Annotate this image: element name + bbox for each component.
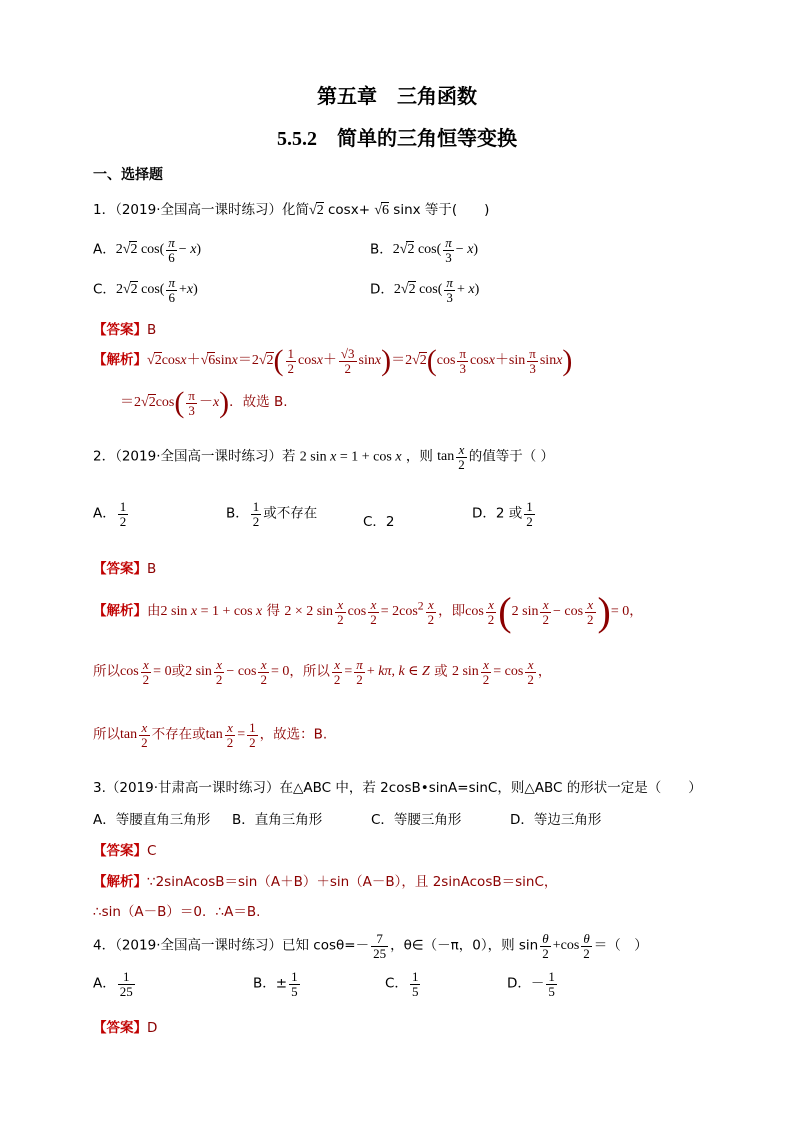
question-3-answer: 【答案】C xyxy=(93,843,157,859)
question-1-answer: 【答案】B xyxy=(93,322,157,338)
question-4-option-b: B．± $\frac{1}{5}$ xyxy=(253,969,298,999)
question-3-option-b: B．直角三角形 xyxy=(232,812,323,828)
question-3-option-d: D．等边三角形 xyxy=(510,812,602,828)
question-1-analysis-line1: 【解析】√2cosx＋√6sinx＝2√2( $\frac{1}{2}$ cosx＋ $\frac{√3}{2}$ sinx)＝2√2(cos $\frac{\pi}{3}$ cosx＋sin $\frac{\pi}{3}$ sinx) xyxy=(93,344,573,377)
question-3-analysis-line1: 【解析】∵2sinAcosB＝sin（A＋B）＋sin（A－B），且 2sinAcosB＝sinC， xyxy=(93,874,558,890)
question-1-option-c: C．2√2 cos( $\frac{\pi}{6}$ +x) xyxy=(93,275,198,305)
question-2-option-b: B． $\frac{1}{2}$ 或不存在 xyxy=(226,499,318,529)
question-1-option-d: D．2√2 cos( $\frac{\pi}{3}$ + x) xyxy=(370,275,480,305)
lesson-title: 5.5.2 简单的三角恒等变换 xyxy=(277,128,517,150)
question-2-option-a: A． $\frac{1}{2}$ xyxy=(93,499,127,529)
question-3-option-a: A．等腰直角三角形 xyxy=(93,812,211,828)
question-1-stem: 1．（2019·全国高一课时练习）化简√2 cosx+ √6 sinx 等于( ) xyxy=(93,202,490,218)
question-1-option-a: A．2√2 cos( $\frac{\pi}{6}$ − x) xyxy=(93,235,202,265)
question-4-option-a: A． $\frac{1}{25}$ xyxy=(93,969,133,999)
question-3-analysis-line2: ∴sin（A－B）＝0．∴A＝B. xyxy=(93,904,261,920)
question-2-answer: 【答案】B xyxy=(93,561,157,577)
question-2-option-c: C．2 xyxy=(363,514,395,530)
chapter-title: 第五章 三角函数 xyxy=(317,86,477,108)
question-2-option-d: D．2 或 $\frac{1}{2}$ xyxy=(472,499,533,529)
question-3-stem: 3.（2019·甘肃高一课时练习）在△ABC 中，若 2cosB•sinA=sinC，则△ABC 的形状一定是（ ） xyxy=(93,780,702,796)
question-1-option-b: B．2√2 cos( $\frac{\pi}{3}$ − x) xyxy=(370,235,479,265)
question-4-stem: 4．（2019·全国高一课时练习）已知 cosθ=－ $\frac{7}{25}$ ，θ∈（－π，0），则 sin $\frac{\theta}{2}$ +cos $\frac{\theta}{2}$ ＝（ ） xyxy=(93,931,648,961)
question-2-analysis-line1: 【解析】由2 sin x = 1 + cos x 得 2 × 2 sin $\frac{x}{2}$ cos $\frac{x}{2}$ = $2\cos^2$ $\frac{x}{2}$ ，即cos $\frac{x}{2}$ (2 sin $\frac{x}{2}$ − cos $\frac{x}{2}$ )= 0， xyxy=(93,589,643,634)
question-1-analysis-line2: ＝2√2cos( $\frac{\pi}{3}$ －x)．故选 B. xyxy=(120,386,288,419)
question-4-answer: 【答案】D xyxy=(93,1020,158,1036)
question-4-option-d: D．－ $\frac{1}{5}$ xyxy=(507,969,555,999)
question-3-option-c: C．等腰三角形 xyxy=(371,812,462,828)
section-heading: 一、选择题 xyxy=(93,167,163,183)
question-2-analysis-line3: 所以tan $\frac{x}{2}$ 不存在或tan $\frac{x}{2}$ = $\frac{1}{2}$ ，故选：B. xyxy=(93,720,328,750)
question-4-option-c: C． $\frac{1}{5}$ xyxy=(385,969,419,999)
question-2-stem: 2．（2019·全国高一课时练习）若 2 sin x = 1 + cos x ，则 tan $\frac{x}{2}$ 的值等于（ ） xyxy=(93,442,555,472)
question-2-analysis-line2: 所以cos $\frac{x}{2}$ = 0或2 sin $\frac{x}{2}$ − cos $\frac{x}{2}$ = 0，所以 $\frac{x}{2}$ = $\frac{\pi}{2}$ + kπ, k ∈ Z 或 2 sin $\frac{x}{2}$ = cos $\frac{x}{2}$ ， xyxy=(93,657,552,687)
